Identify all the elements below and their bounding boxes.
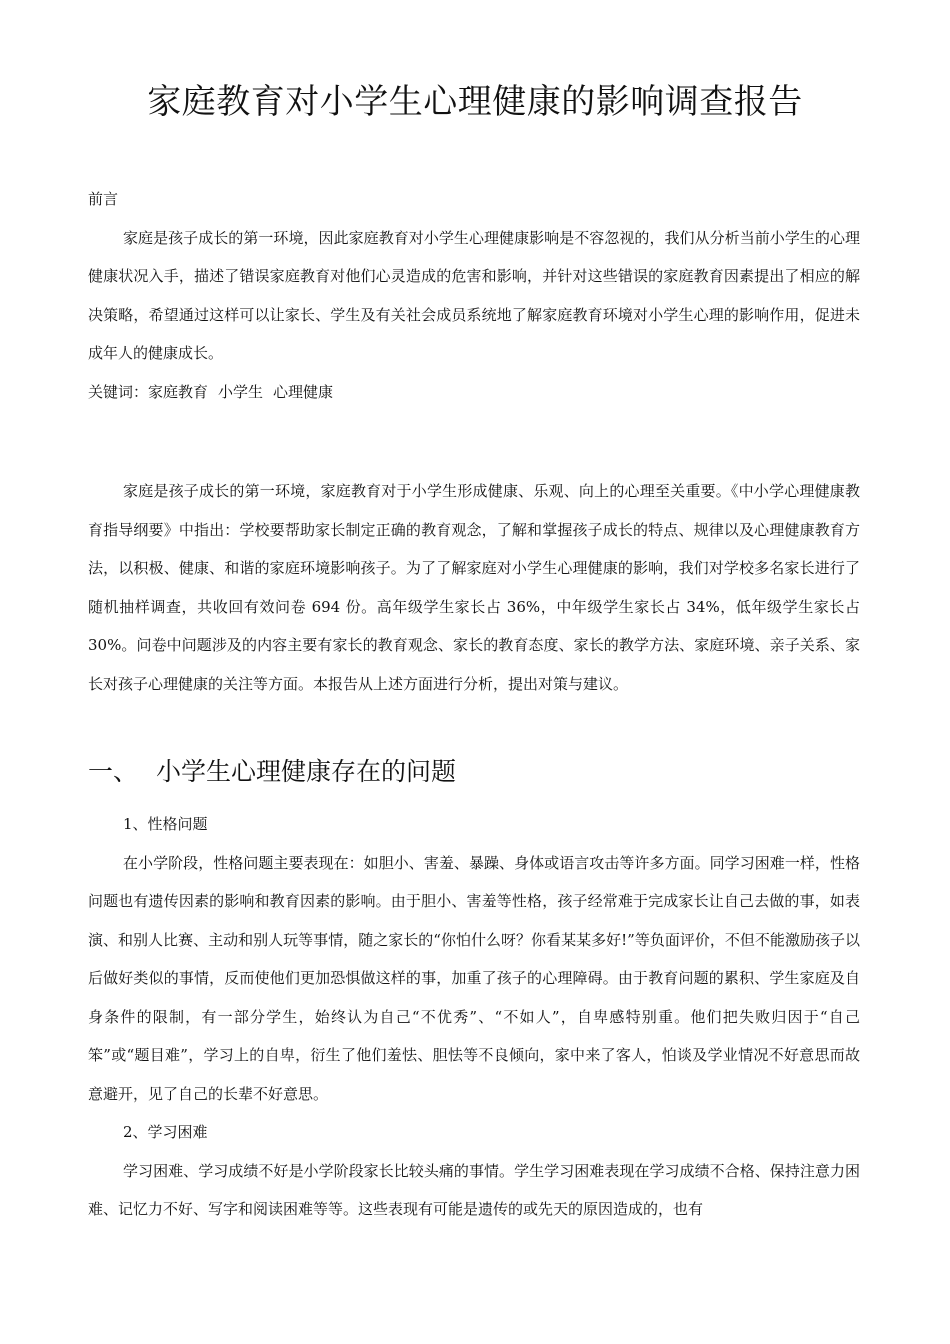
preface-block xyxy=(88,180,860,411)
section-title: 小学生心理健康存在的问题 xyxy=(156,757,457,786)
preface-label: 前言 xyxy=(88,190,119,208)
personality-paragraph: 在小学阶段，性格问题主要表现在：如胆小、害羞、暴躁、身体或语言攻击等许多方面。同学习困难一样，性格问题也有遗传因素的影响和教育因素的影响。由于胆小、害羞等性格，孩子经常难于完成家长让自己去做的事，如表演、和别人比赛、主动和别人玩等事情，随之家长的“你怕什么呀？你看某某多好!”等负面评价，不但不能激励孩子以后做好类似的事情，反而使他们更加恐惧做这样的事，加重了孩子的心理障碍。由于教育问题的累积、学生家庭及自身条件的限制，有一部分学生，始终认为自己“不优秀”、“不如人”，自卑感特别重。他们把失败归因于“自己笨”或“题目难”，学习上的自卑，衍生了他们羞怯、胆怯等不良倾向，家中来了客人，怕谈及学业情况不好意思而故意避开，见了自己的长辈不好意思。 xyxy=(88,853,860,1103)
section-heading xyxy=(88,752,456,792)
learning-paragraph: 学习困难、学习成绩不好是小学阶段家长比较头痛的事情。学生学习困难表现在学习成绩不合格、保持注意力困难、记忆力不好、写字和阅读困难等等。这些表现有可能是遗传的或先天的原因造成的，也有 xyxy=(88,1161,860,1218)
subsection-heading-personality: 1、性格问题 xyxy=(123,815,208,833)
intro-paragraph: 家庭是孩子成长的第一环境，家庭教育对于小学生形成健康、乐观、向上的心理至关重要。《中小学心理健康教育指导纲要》中指出：学校要帮助家长制定正确的教育观念，了解和掌握孩子成长的特点、规律以及心理健康教育方法，以积极、健康、和谐的家庭环境影响孩子。为了了解家庭对小学生心理健康的影响，我们对学校多名家长进行了随机抽样调查，共收回有效问卷 694 份。高年级学生家长占 36%，中年级学生家长占 34%，低年级学生家长占 30%。问卷中问题涉及的内容主要有家长的教育观念、家长的教育态度、家长的教学方法、家庭环境、亲子关系、家长对孩子心理健康的关注等方面。本报告从上述方面进行分析，提出对策与建议。 xyxy=(88,482,860,693)
preface-paragraph: 家庭是孩子成长的第一环境，因此家庭教育对小学生心理健康影响是不容忽视的，我们从分析当前小学生的心理健康状况入手，描述了错误家庭教育对他们心灵造成的危害和影响，并针对这些错误的家庭教育因素提出了相应的解决策略，希望通过这样可以让家长、学生及有关社会成员系统地了解家庭教育环境对小学生心理的影响作用，促进未成年人的健康成长。 xyxy=(88,228,860,362)
keyword-item: 家庭教育 xyxy=(148,382,209,401)
document-title: 家庭教育对小学生心理健康的影响调查报告 xyxy=(147,82,803,122)
intro-block xyxy=(88,472,860,703)
section1-body xyxy=(88,805,860,1229)
keywords-line xyxy=(88,373,860,412)
keywords-label: 关键词： xyxy=(88,382,149,401)
keyword-item: 小学生 xyxy=(218,382,264,401)
section-number: 一、 xyxy=(88,757,139,786)
subsection-heading-learning: 2、学习困难 xyxy=(123,1123,208,1141)
keyword-item: 心理健康 xyxy=(273,382,334,401)
